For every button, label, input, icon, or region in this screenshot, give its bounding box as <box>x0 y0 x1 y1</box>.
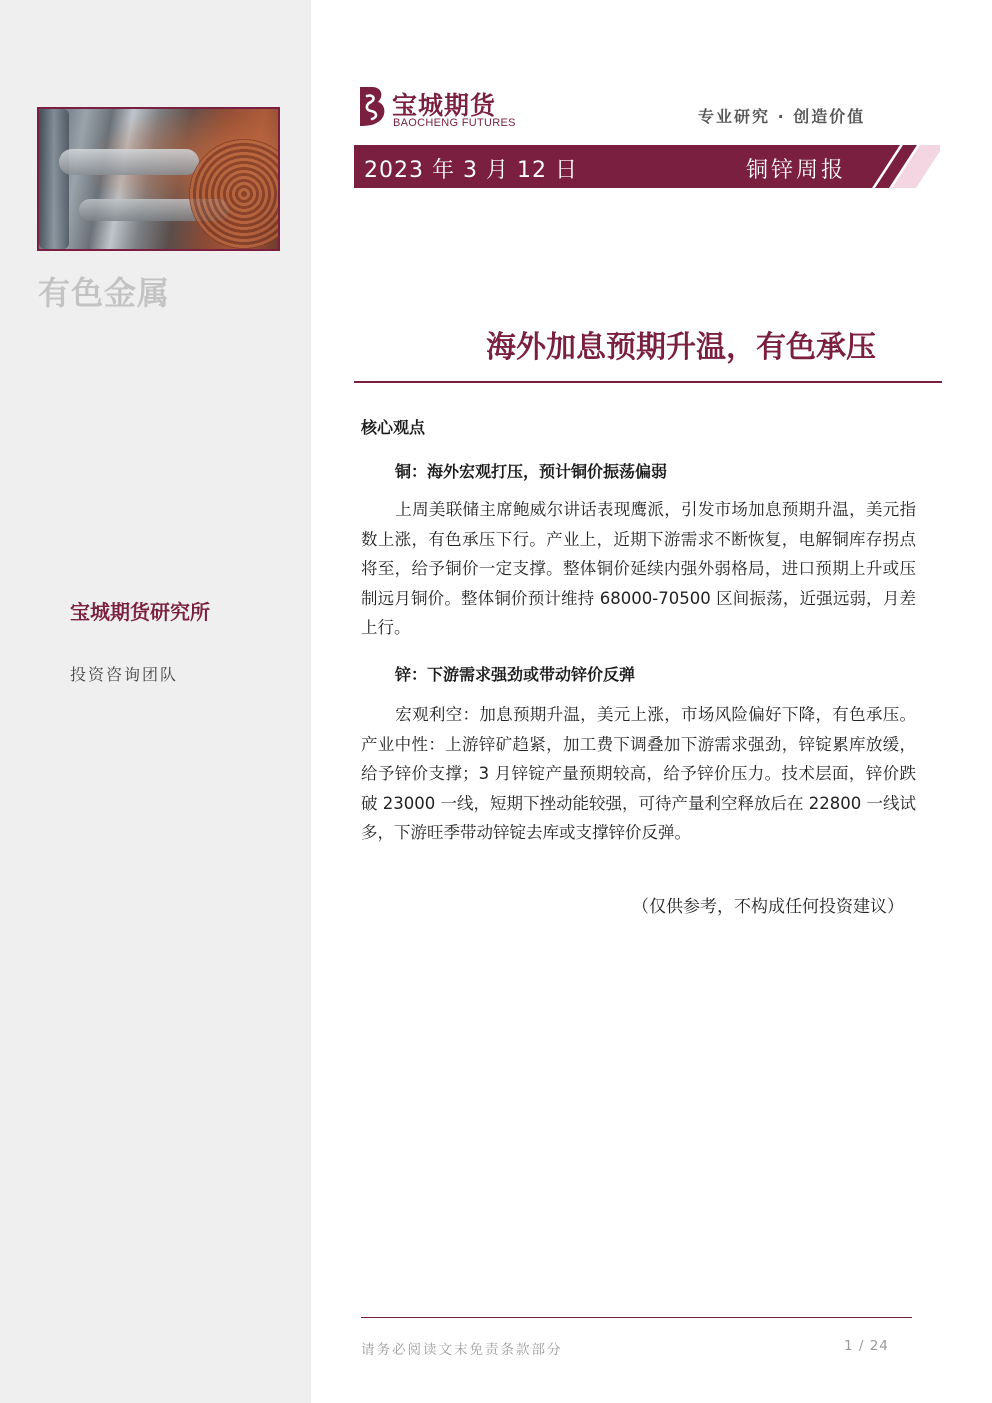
core-views-heading: 核心观点 <box>361 418 426 437</box>
page-number: 1 / 24 <box>844 1338 889 1354</box>
zinc-section-body: 宏观利空：加息预期升温，美元上涨，市场风险偏好下降，有色承压。产业中性：上游锌矿趋紧，加工费下调叠加下游需求强劲，锌锭累库放缓，给予锌价支撑；3 月锌锭产量预期较高，给予锌价压力。技术层面，锌价跌破 23000 一线，短期下挫动能较强，可待产量利空释放后在 22800 一线试多，下游旺季带动锌锭去库或支撑锌价反弹。 <box>361 705 916 842</box>
research-institute-name: 宝城期货研究所 <box>70 600 210 624</box>
logo-b-mark-icon <box>356 84 388 130</box>
footer-divider <box>361 1317 912 1318</box>
cover-metal-photo <box>37 107 280 251</box>
title-divider <box>354 381 942 383</box>
report-title: 海外加息预期升温，有色承压 <box>486 330 876 365</box>
logo-english-name: BAOCHENG FUTURES <box>393 117 516 129</box>
sector-category: 有色金属 <box>38 274 171 312</box>
copper-section-heading: 铜：海外宏观打压，预计铜价振荡偏弱 <box>395 462 668 481</box>
company-logo <box>356 84 536 134</box>
report-date: 2023 年 3 月 12 日 <box>364 158 578 183</box>
logo-chinese-name: 宝城期货 <box>392 91 497 120</box>
copper-section-body: 上周美联储主席鲍威尔讲话表现鹰派，引发市场加息预期升温，美元指数上涨，有色承压下行。产业上，近期下游需求不断恢复，电解铜库存拐点将至，给予铜价一定支撑。整体铜价延续内强外弱格局，进口预期上升或压制远月铜价。整体铜价预计维持 68000-70500 区间振荡，近强远弱，月差上行。 <box>361 500 916 637</box>
footer-notice: 请务必阅读文末免责条款部分 <box>361 1342 563 1358</box>
report-type: 铜锌周报 <box>746 158 847 183</box>
investment-disclaimer: （仅供参考，不构成任何投资建议） <box>632 897 904 917</box>
sidebar <box>0 0 311 1403</box>
company-slogan: 专业研究 · 创造价值 <box>698 107 866 126</box>
report-banner <box>354 145 940 188</box>
zinc-section-heading: 锌：下游需求强劲或带动锌价反弹 <box>395 665 636 684</box>
team-name: 投资咨询团队 <box>70 665 179 684</box>
